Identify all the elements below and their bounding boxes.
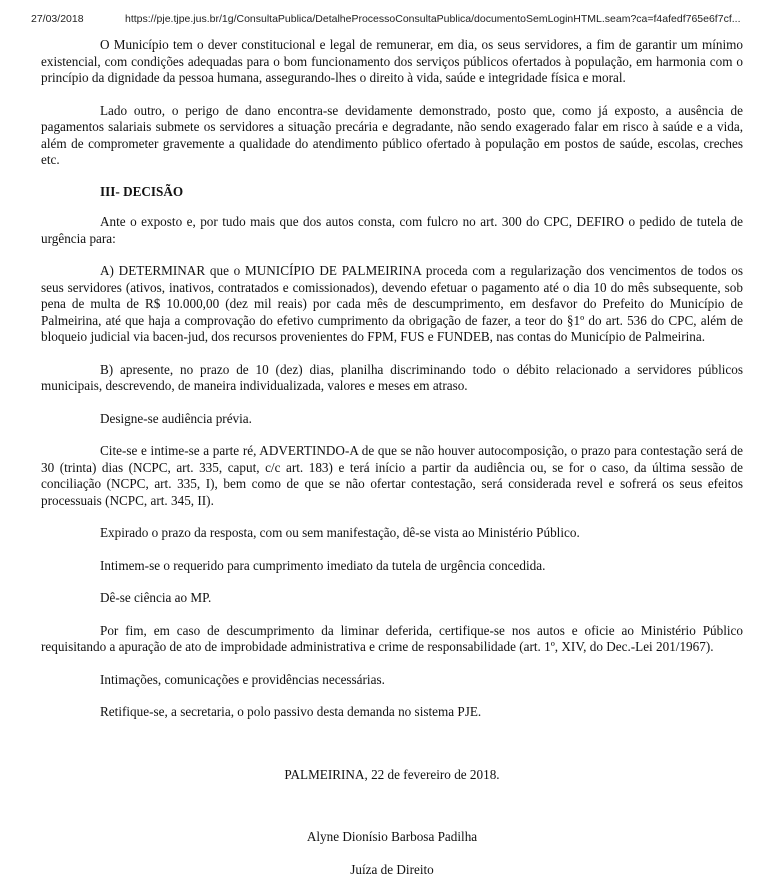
print-date: 27/03/2018 xyxy=(31,13,84,25)
paragraph-intimacoes: Intimações, comunicações e providências necessárias. xyxy=(41,672,743,689)
signer-name: Alyne Dionísio Barbosa Padilha xyxy=(41,829,743,846)
paragraph-perigo-dano: Lado outro, o perigo de dano encontra-se devidamente demonstrado, posto que, como já exposto, a ausência de pagamentos salariais submete os servidores a situação precária e degradante, não sendo exagerado falar em risco à saúde e a vida, além de comprometer gravemente a qualidade do atendimento público ofertado à população em postos de saúde, escolas, creches etc. xyxy=(41,103,743,169)
print-url: https://pje.tjpe.jus.br/1g/ConsultaPublica/DetalheProcessoConsultaPublica/documentoSemLoginHTML.seam?ca=f4afedf765e6f7cf... xyxy=(125,13,755,25)
paragraph-item-b-planilha: B) apresente, no prazo de 10 (dez) dias, planilha discriminando todo o débito relacionado a servidores públicos municipais, descrevendo, de maneira individualizada, valores e meses em atraso. xyxy=(41,362,743,395)
paragraph-ciencia-mp: Dê-se ciência ao MP. xyxy=(41,590,743,607)
paragraph-item-a-determinar: A) DETERMINAR que o MUNICÍPIO DE PALMEIRINA proceda com a regularização dos vencimentos de todos os seus servidores (ativos, inativos, contratados e comissionados), devendo efetuar o pagamento até o dia 10 do mês subsequente, sob pena de multa de R$ 10.000,00 (dez mil reais) por cada mês de descumprimento, em desfavor do Prefeito do Município de Palmeirina, até que haja a comprovação do efetivo cumprimento da obrigação de fazer, a teor do §1º do art. 536 do CPC, além de bloqueio judicial via bacen-jud, dos recursos provenientes do FPM, FUS e FUNDEB, nas contas do Município de Palmeirina. xyxy=(41,263,743,346)
paragraph-municipio-dever: O Município tem o dever constitucional e legal de remunerar, em dia, os seus servidores, a fim de garantir um mínimo existencial, com condições adequadas para o bom funcionamento dos serviços públicos ofertados à população, em harmonia com o princípio da dignidade da pessoa humana, assegurando-lhes o direito à vida, saúde e integridade física e moral. xyxy=(41,37,743,87)
section-heading-decisao: III- DECISÃO xyxy=(41,184,743,201)
document-body xyxy=(41,37,743,878)
paragraph-expirado-prazo: Expirado o prazo da resposta, com ou sem manifestação, dê-se vista ao Ministério Público. xyxy=(41,525,743,542)
paragraph-designe-audiencia: Designe-se audiência prévia. xyxy=(41,411,743,428)
paragraph-intimem-requerido: Intimem-se o requerido para cumprimento imediato da tutela de urgência concedida. xyxy=(41,558,743,575)
print-header xyxy=(0,13,777,27)
paragraph-descumprimento: Por fim, em caso de descumprimento da liminar deferida, certifique-se nos autos e oficie ao Ministério Público requisitando a apuração de ato de improbidade administrativa e crime de responsabilidade (art. 1º, XIV, do Dec.-Lei 201/1967). xyxy=(41,623,743,656)
signer-title: Juíza de Direito xyxy=(41,862,743,878)
place-date: PALMEIRINA, 22 de fevereiro de 2018. xyxy=(41,767,743,784)
paragraph-retifique: Retifique-se, a secretaria, o polo passivo desta demanda no sistema PJE. xyxy=(41,704,743,721)
paragraph-ante-exposto: Ante o exposto e, por tudo mais que dos autos consta, com fulcro no art. 300 do CPC, DEFIRO o pedido de tutela de urgência para: xyxy=(41,214,743,247)
paragraph-cite-intime: Cite-se e intime-se a parte ré, ADVERTINDO-A de que se não houver autocomposição, o prazo para contestação será de 30 (trinta) dias (NCPC, art. 335, caput, c/c art. 183) e terá início a partir da audiência ou, se for o caso, da última sessão de conciliação (NCPC, art. 335, I), bem como de que se não ofertar contestação, será considerada revel e sofrerá os seus efeitos processuais (NCPC, art. 345, II). xyxy=(41,443,743,509)
